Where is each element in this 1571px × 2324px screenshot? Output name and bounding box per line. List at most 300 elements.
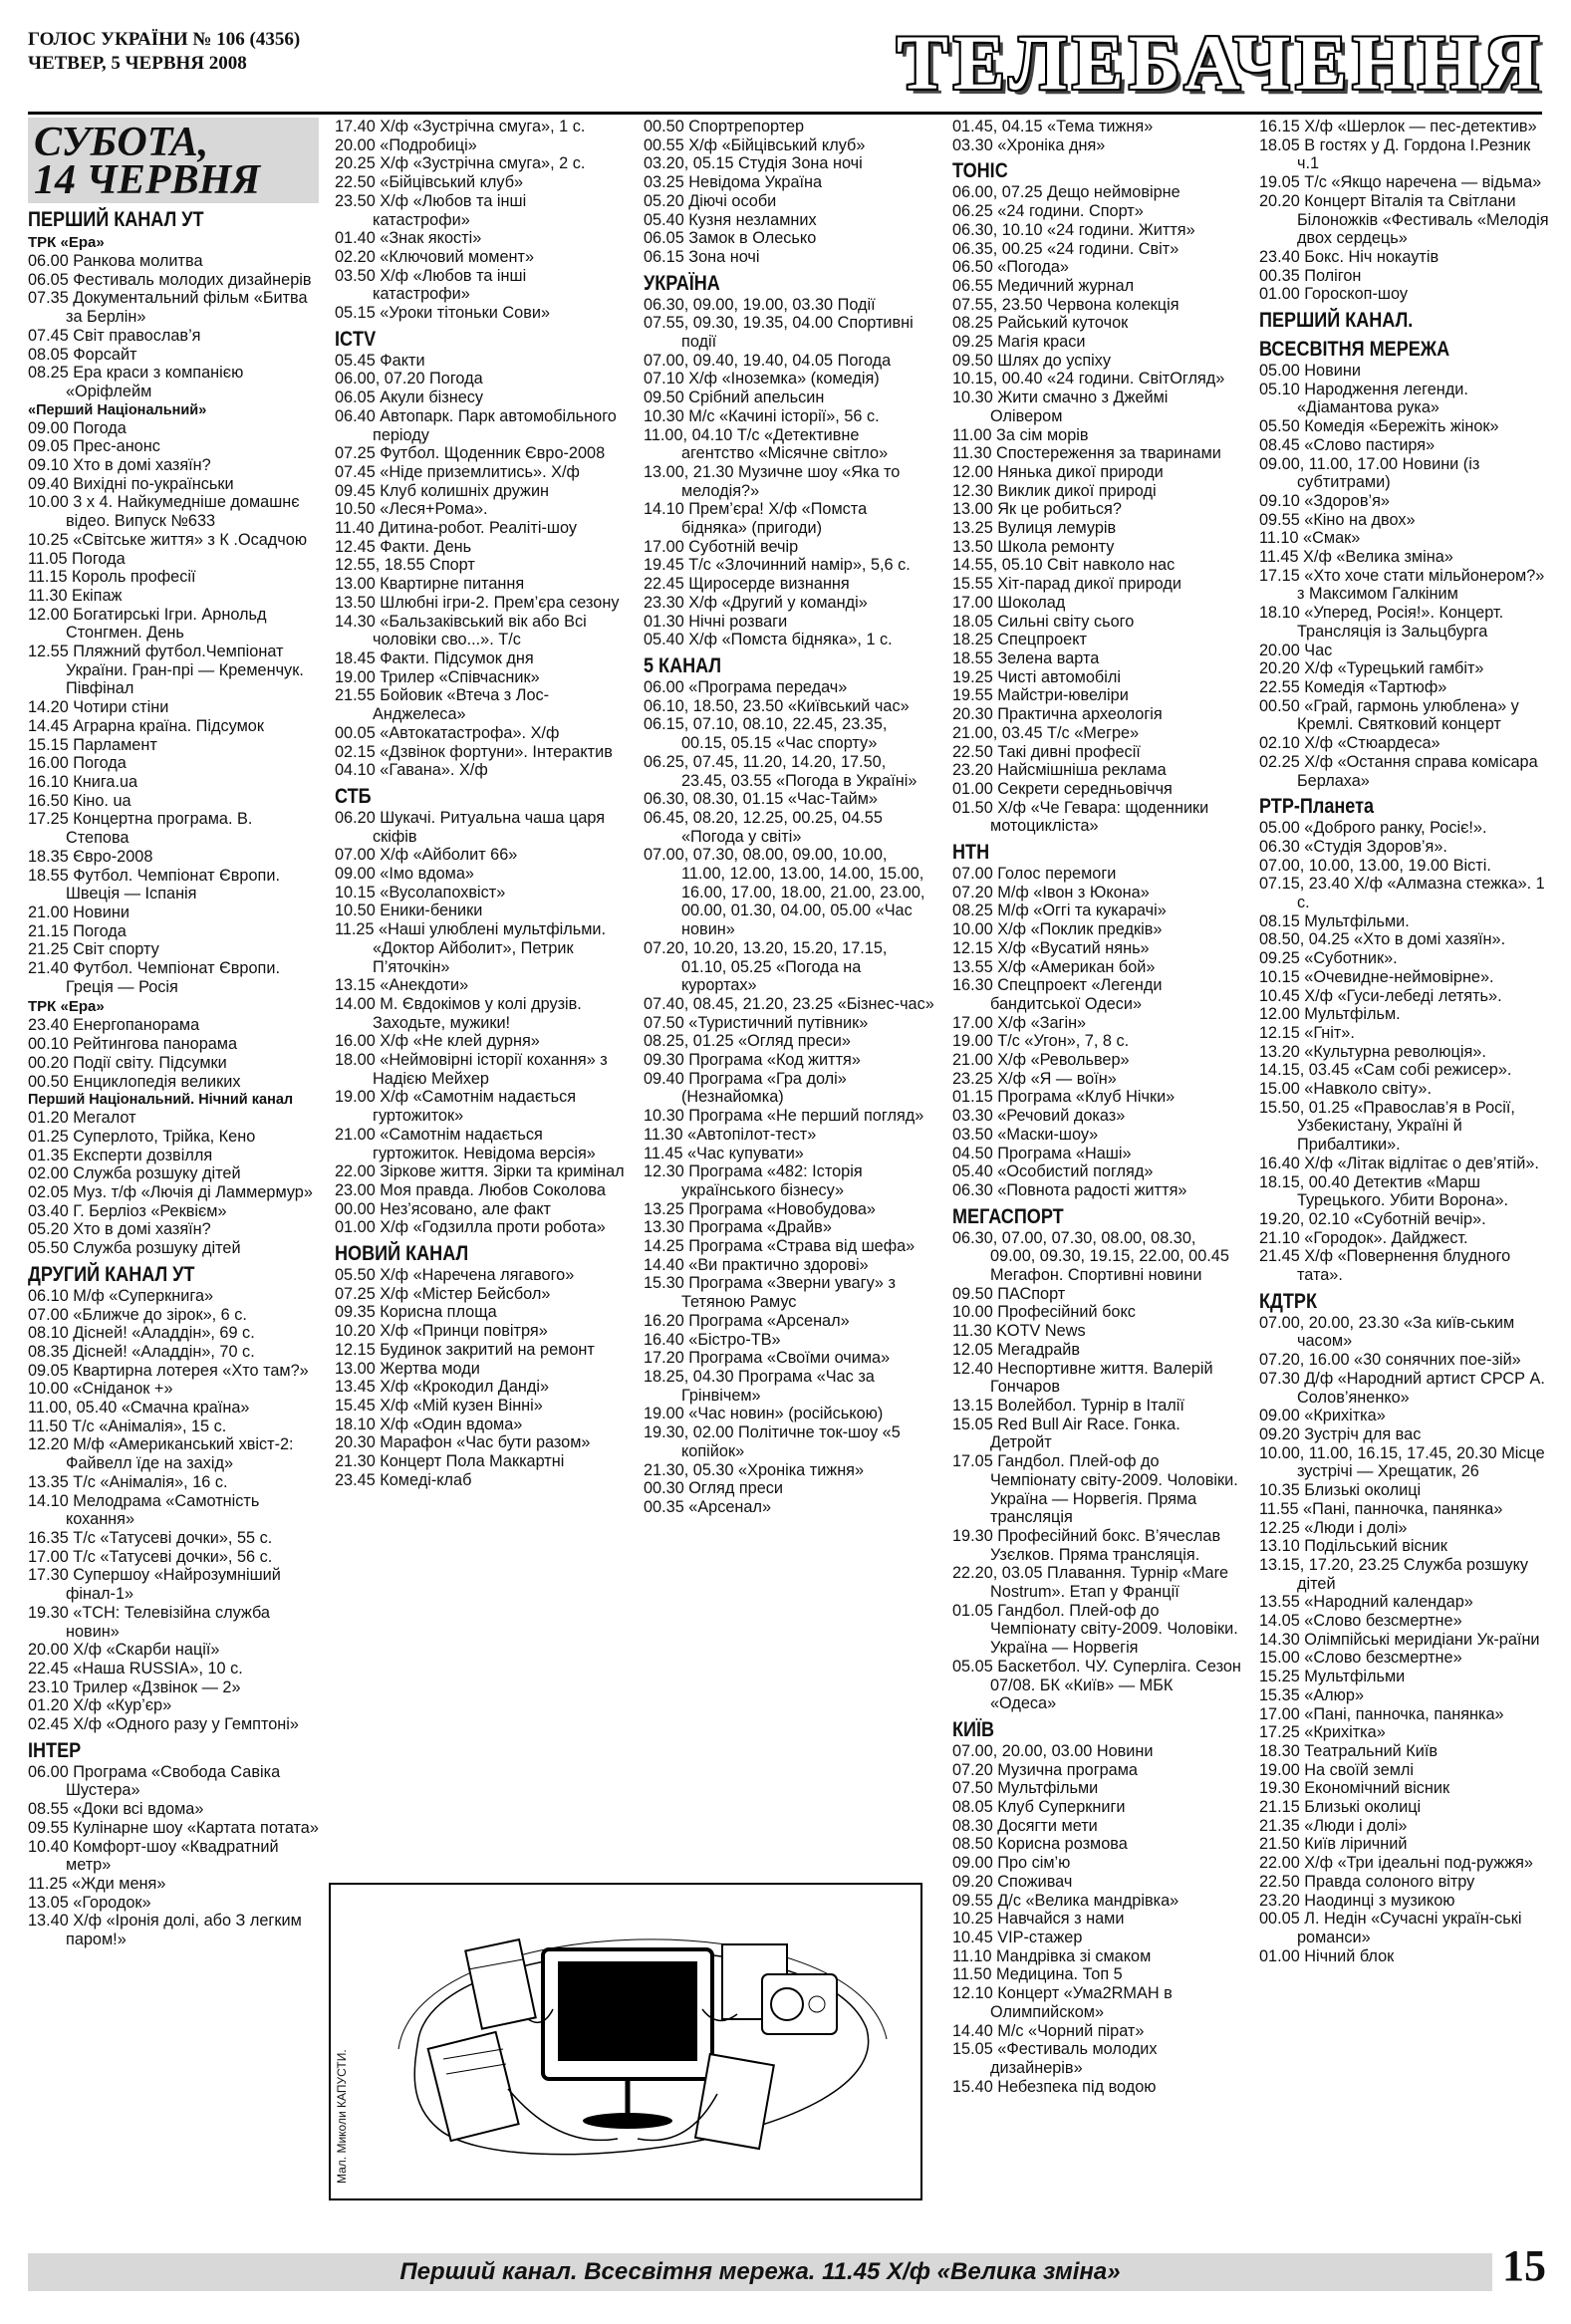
program-entry: 16.00 Х/ф «Не клей дурня» (335, 1032, 540, 1051)
program-entry: 15.35 «Алюр» (1259, 1685, 1365, 1704)
channel-heading: ПЕРШИЙ КАНАЛ УТ (28, 208, 204, 231)
program-entry: 09.40 Програма «Гра долі» (Незнайомка) (644, 1069, 847, 1107)
program-entry: 00.35 Полігон (1259, 266, 1362, 285)
program-entry: 19.00 Т/с «Угон», 7, 8 с. (952, 1032, 1130, 1051)
column-2-list (335, 118, 626, 1490)
program-entry: 08.55 «Доки всі вдома» (28, 1800, 204, 1819)
program-entry: 15.30 Програма «Зверни увагу» з Тетяною Рамус (644, 1274, 896, 1312)
program-entry: 04.10 «Гавана». Х/ф (335, 761, 488, 780)
program-entry: 09.30 Програма «Код життя» (644, 1051, 861, 1070)
program-entry: 07.25 Футбол. Щоденник Євро-2008 (335, 444, 606, 463)
program-entry: 21.30 Концерт Пола Маккартні (335, 1452, 565, 1471)
program-entry: 07.15, 23.40 Х/ф «Алмазна стежка». 1 с. (1259, 875, 1545, 912)
program-entry: 07.35 Документальний фільм «Битва за Берлін» (28, 289, 308, 327)
program-entry: 11.25 «Наші улюблені мультфільми. «Доктор Айболит», Петрик П’яточкін» (335, 920, 607, 976)
program-entry: 19.00 Х/ф «Самотнім надається гуртожиток» (335, 1088, 577, 1126)
program-entry: 22.00 Х/ф «Три ідеальні под-ружжя» (1259, 1854, 1533, 1873)
program-entry: 19.45 Т/с «Злочинний намір», 5,6 с. (644, 556, 911, 575)
program-entry: 20.30 Марафон «Час бути разом» (335, 1433, 591, 1452)
program-entry: 13.55 «Народний календар» (1259, 1593, 1473, 1612)
program-entry: 09.05 Прес-анонс (28, 437, 160, 456)
program-entry: 05.20 Хто в домі хазяїн? (28, 1220, 211, 1239)
program-entry: 00.30 Огляд преси (644, 1479, 784, 1498)
program-entry: 09.40 Вихідні по-українськи (28, 474, 234, 493)
program-entry: 14.15, 03.45 «Сам собі режисер». (1259, 1061, 1512, 1080)
program-entry: 17.00 «Пані, панночка, панянка» (1259, 1704, 1504, 1723)
program-entry: 07.55, 23.50 Червона колекція (952, 295, 1179, 314)
program-entry: 17.00 Суботній вечір (644, 537, 799, 556)
program-entry: 09.10 Хто в домі хазяїн? (28, 456, 211, 475)
network-subheading: Перший Національний. Нічний канал (28, 1092, 294, 1109)
program-entry: 11.15 Король професії (28, 568, 196, 587)
program-entry: 15.45 Х/ф «Мій кузен Вінні» (335, 1397, 543, 1415)
channel-heading: КИЇВ (952, 1717, 995, 1741)
program-entry: 00.35 «Арсенал» (644, 1497, 772, 1516)
program-entry: 10.45 Х/ф «Гуси-лебеді летять». (1259, 986, 1502, 1005)
program-entry: 18.25, 04.30 Програма «Час за Грінвічем» (644, 1368, 875, 1405)
network-subheading: ТРК «Ера» (28, 234, 105, 251)
program-entry: 07.50 Мультфільми (952, 1779, 1099, 1798)
program-entry: 05.10 Народження легенди. «Діамантова рука» (1259, 380, 1468, 417)
program-entry: 03.40 Г. Берліоз «Реквієм» (28, 1201, 227, 1220)
program-entry: 18.10 «Уперед, Росія!». Концерт. Трансляція із Зальцбурга (1259, 604, 1504, 641)
program-entry: 21.15 Близькі околиці (1259, 1798, 1422, 1817)
program-entry: 05.50 Служба розшуку дітей (28, 1239, 241, 1258)
program-entry: 17.05 Гандбол. Плей-оф до Чемпіонату світу-2009. Чоловіки. Україна — Норвегія. Пряма трансляція (952, 1452, 1238, 1527)
program-entry: 11.10 «Смак» (1259, 529, 1361, 548)
program-entry: 16.40 «Бістро-ТВ» (644, 1330, 781, 1349)
program-entry: 06.00 «Програма передач» (644, 677, 848, 696)
column-4-list (952, 118, 1243, 2096)
program-entry: 16.20 Програма «Арсенал» (644, 1311, 850, 1330)
network-subheading: ТРК «Ера» (28, 998, 105, 1016)
program-entry: 00.05 Л. Недін «Сучасні україн-ські романси» (1259, 1910, 1522, 1946)
program-entry: 10.25 «Світське життя» з К .Осадчою (28, 530, 308, 549)
program-entry: 08.25, 01.25 «Огляд преси» (644, 1032, 851, 1051)
program-entry: 18.00 «Неймовірні історії кохання» з Надією Мейхер (335, 1051, 608, 1088)
channel-heading: КДТРК (1259, 1289, 1317, 1313)
program-entry: 08.50 Корисна розмова (952, 1835, 1128, 1854)
program-entry: 10.45 VIP-стажер (952, 1928, 1083, 1946)
program-entry: 13.15, 17.20, 23.25 Служба розшуку дітей (1259, 1555, 1529, 1593)
program-entry: 03.50 «Маски-шоу» (952, 1125, 1099, 1144)
channel-heading: ДРУГИЙ КАНАЛ УТ (28, 1262, 195, 1286)
column-5 (1259, 118, 1550, 1965)
program-entry: 10.15 «Очевидне-неймовірне». (1259, 967, 1494, 986)
program-entry: 09.00 «Імо вдома» (335, 865, 474, 884)
program-entry: 12.55 Пляжний футбол.Чемпіонат України. Гран-прі — Кременчук. Півфінал (28, 643, 304, 698)
program-entry: 08.05 Форсайт (28, 345, 137, 364)
program-entry: 10.20 Х/ф «Принци повітря» (335, 1322, 548, 1341)
program-entry: 15.40 Небезпека під водою (952, 2077, 1157, 2096)
program-entry: 21.45 Х/ф «Повернення блудного тата». (1259, 1247, 1511, 1285)
program-entry: 23.50 Х/ф «Любов та інші катастрофи» (335, 191, 527, 229)
program-entry: 17.00 Шоколад (952, 593, 1066, 612)
program-entry: 11.30 «Автопілот-тест» (644, 1125, 817, 1144)
program-entry: 12.30 Виклик дикої природі (952, 481, 1157, 500)
program-entry: 16.30 Спецпроект «Легенди бандитської Одеси» (952, 976, 1163, 1013)
program-entry: 01.00 Х/ф «Годзилла проти робота» (335, 1218, 606, 1237)
program-entry: 13.25 Програма «Новобудова» (644, 1199, 876, 1218)
program-entry: 17.00 Х/ф «Загін» (952, 1013, 1087, 1032)
program-entry: 11.25 «Жди меня» (28, 1874, 166, 1893)
program-entry: 15.05 Red Bull Air Race. Гонка. Детройт (952, 1415, 1180, 1452)
program-entry: 06.30, 08.30, 01.15 «Час-Тайм» (644, 790, 878, 809)
program-entry: 13.00 Як це робиться? (952, 500, 1122, 519)
program-entry: 05.40 Кузня незламних (644, 210, 817, 229)
program-entry: 08.35 Дісней! «Аладдін», 70 с. (28, 1342, 255, 1361)
program-entry: 06.20 Шукачі. Ритуальна чаша царя скіфів (335, 808, 606, 846)
program-entry: 03.20, 05.15 Студія Зона ночі (644, 154, 863, 173)
issue-line: ГОЛОС УКРАЇНИ № 106 (4356) (28, 29, 301, 50)
program-entry: 08.05 Клуб Суперкниги (952, 1798, 1126, 1817)
program-entry: 16.00 Погода (28, 754, 127, 773)
program-entry: 11.55 «Пані, панночка, панянка» (1259, 1499, 1503, 1518)
program-entry: 03.50 Х/ф «Любов та інші катастрофи» (335, 266, 527, 304)
channel-heading: УКРАЇНА (644, 271, 720, 295)
program-entry: 01.20 Мегалот (28, 1109, 136, 1128)
program-entry: 23.40 Енергопанорама (28, 1016, 200, 1035)
column-4 (952, 118, 1243, 2096)
program-entry: 07.20 М/ф «Івон з Юкона» (952, 883, 1150, 902)
program-entry: 01.40 «Знак якості» (335, 229, 482, 248)
program-entry: 02.45 Х/ф «Одного разу у Гемптоні» (28, 1715, 299, 1734)
program-entry: 14.25 Програма «Страва від шефа» (644, 1237, 916, 1256)
program-entry: 05.00 «Доброго ранку, Росіє!». (1259, 819, 1487, 838)
network-subheading: «Перший Національний» (28, 401, 207, 418)
program-entry: 00.50 Спортрепортер (644, 118, 805, 135)
program-entry: 15.55 Хіт-парад дикої природи (952, 575, 1181, 594)
program-entry: 13.40 Х/ф «Іронія долі, або З легким паром!» (28, 1912, 302, 1949)
footer-promo: Перший канал. Всесвітня мережа. 11.45 Х/ф «Велика зміна» (28, 2253, 1492, 2291)
program-entry: 07.30 Д/ф «Народний артист СРСР А. Солов’яненко» (1259, 1369, 1545, 1407)
program-entry: 10.50 «Леся+Рома». (335, 500, 488, 519)
program-entry: 19.30 «ТСН: Телевізійна служба новин» (28, 1603, 270, 1641)
program-entry: 13.25 Вулиця лемурів (952, 519, 1117, 538)
program-entry: 01.00 Секрети середньовіччя (952, 779, 1173, 798)
channel-heading: МЕГАСПОРТ (952, 1204, 1064, 1228)
program-entry: 07.00, 07.30, 08.00, 09.00, 10.00, 11.00, 12.00, 13.00, 14.00, 15.00, 16.00, 17.00, 18.00, 21.00, 23.00, 00.00, 01.30, 04.00, 05.00 «Час новин» (644, 846, 925, 939)
program-entry: 05.40 Х/ф «Помста бідняка», 1 с. (644, 631, 893, 649)
program-entry: 07.00, 20.00, 23.30 «За київ-ським часом» (1259, 1313, 1515, 1351)
program-entry: 18.55 Футбол. Чемпіонат Європи. Швеція — Іспанія (28, 866, 280, 904)
program-entry: 07.20 Музична програма (952, 1760, 1138, 1779)
program-entry: 13.30 Програма «Драйв» (644, 1218, 832, 1237)
program-entry: 11.10 Мандрівка зі смаком (952, 1946, 1152, 1965)
program-entry: 16.50 Кіно. ua (28, 791, 131, 810)
program-entry: 07.20, 16.00 «30 сонячних пое-зій» (1259, 1351, 1521, 1370)
program-entry: 22.45 «Наша RUSSIA», 10 с. (28, 1659, 243, 1678)
program-entry: 07.00 Х/ф «Айболит 66» (335, 846, 518, 865)
program-entry: 06.25, 07.45, 11.20, 14.20, 17.50, 23.45, 03.55 «Погода в Україні» (644, 752, 917, 790)
program-entry: 19.05 Т/с «Якщо наречена — відьма» (1259, 173, 1542, 192)
program-entry: 07.00, 20.00, 03.00 Новини (952, 1741, 1154, 1760)
illustration-credit: Мал. Миколи КАПУСТИ. (335, 2049, 349, 2184)
program-entry: 07.00 Голос перемоги (952, 865, 1117, 884)
program-entry: 06.05 Акули бізнесу (335, 388, 484, 407)
program-entry: 09.25 Магія краси (952, 333, 1086, 352)
program-entry: 09.50 Шлях до успіху (952, 351, 1112, 370)
program-entry: 01.50 Х/ф «Че Гевара: щоденники мотоцикліста» (952, 798, 1209, 836)
program-entry: 19.25 Чисті автомобілі (952, 667, 1121, 686)
program-entry: 20.00 Х/ф «Скарби нації» (28, 1641, 220, 1660)
program-entry: 10.30 Жити смачно з Джеймі Олівером (952, 388, 1169, 425)
program-entry: 14.10 Прем’єра! Х/ф «Помста бідняка» (пригоди) (644, 500, 868, 538)
program-entry: 12.30 Програма «482: Історія українського бізнесу» (644, 1162, 863, 1199)
program-entry: 10.00 Х/ф «Поклик предків» (952, 920, 1163, 939)
program-entry: 01.15 Програма «Клуб Нічки» (952, 1088, 1176, 1107)
program-entry: 07.20, 10.20, 13.20, 15.20, 17.15, 01.10, 05.25 «Погода на курортах» (644, 938, 888, 995)
program-entry: 02.10 Х/ф «Стюардеса» (1259, 734, 1440, 753)
program-entry: 12.00 Нянька дикої природи (952, 462, 1164, 481)
program-entry: 18.05 В гостях у Д. Гордона І.Резник ч.1 (1259, 135, 1531, 173)
program-entry: 20.20 Концерт Віталія та Світлани Білоножків «Фестиваль «Мелодія двох сердець» (1259, 191, 1549, 248)
program-entry: 01.05 Гандбол. Плей-оф до Чемпіонату світу-2009. Чоловіки. Україна — Норвегія (952, 1601, 1238, 1658)
program-entry: 15.00 «Слово безсмертне» (1259, 1649, 1462, 1668)
program-entry: 01.00 Нічний блок (1259, 1946, 1395, 1965)
program-entry: 06.00, 07.25 Дещо неймовірне (952, 183, 1180, 202)
program-entry: 09.20 Зустріч для вас (1259, 1425, 1422, 1443)
program-entry: 17.40 Х/ф «Зустрічна смуга», 1 с. (335, 118, 586, 135)
program-entry: 06.05 Фестиваль молодих дизайнерів (28, 270, 312, 289)
program-entry: 21.00 Новини (28, 903, 130, 921)
program-entry: 21.50 Київ ліричний (1259, 1835, 1408, 1854)
program-entry: 13.15 Волейбол. Турнір в Італії (952, 1397, 1184, 1415)
program-entry: 01.45, 04.15 «Тема тижня» (952, 118, 1154, 135)
program-entry: 21.55 Бойовик «Втеча з Лос-Анджелеса» (335, 686, 550, 724)
program-entry: 22.00 Зіркове життя. Зірки та кримінал (335, 1162, 625, 1181)
program-entry: 23.30 Х/ф «Другий у команді» (644, 593, 868, 612)
program-entry: 10.00 «Сніданок +» (28, 1380, 173, 1399)
channel-heading: НОВИЙ КАНАЛ (335, 1242, 469, 1266)
program-entry: 17.30 Супершоу «Найрозумніший фінал-1» (28, 1566, 281, 1604)
program-entry: 06.30 «Студія Здоров’я». (1259, 837, 1447, 856)
program-entry: 16.35 Т/с «Татусеві дочки», 55 с. (28, 1529, 273, 1547)
program-entry: 08.10 Дісней! «Аладдін», 69 с. (28, 1324, 255, 1343)
program-entry: 14.40 М/с «Чорний пірат» (952, 2021, 1145, 2040)
program-entry: 19.30, 02.00 Політичне ток-шоу «5 копійок» (644, 1423, 901, 1460)
program-entry: 10.00, 11.00, 16.15, 17.45, 20.30 Місце зустрічі — Хрещатик, 26 (1259, 1443, 1545, 1481)
program-entry: 09.55 Кулінарне шоу «Картата потата» (28, 1818, 319, 1837)
program-entry: 08.45 «Слово пастиря» (1259, 435, 1436, 454)
column-3-list (644, 118, 934, 1517)
program-entry: 23.10 Трилер «Дзвінок — 2» (28, 1678, 241, 1696)
program-entry: 17.15 «Хто хоче стати мільйонером?» з Максимом Галкіним (1259, 566, 1545, 604)
program-entry: 09.50 ПАСпорт (952, 1284, 1066, 1303)
program-entry: 08.30 Досягти мети (952, 1816, 1098, 1835)
program-entry: 05.05 Баскетбол. ЧУ. Суперліга. Сезон 07/08. БК «Київ» — МБК «Одеса» (952, 1657, 1241, 1713)
program-entry: 13.00, 21.30 Музичне шоу «Яка то мелодія?» (644, 462, 901, 500)
program-entry: 13.00 Квартирне питання (335, 575, 525, 594)
program-entry: 10.00 3 х 4. Найкумедніше домашнє відео. Випуск №633 (28, 493, 300, 531)
program-entry: 11.50 Медицина. Топ 5 (952, 1965, 1123, 1984)
program-entry: 02.20 «Ключовий момент» (335, 247, 535, 266)
program-entry: 08.25 М/ф «Оггі та кукарачі» (952, 902, 1167, 920)
program-entry: 13.00 Жертва моди (335, 1359, 480, 1378)
program-entry: 18.10 Х/ф «Один вдома» (335, 1415, 523, 1433)
program-entry: 07.45 Світ православ’я (28, 326, 201, 345)
program-entry: 11.50 Т/с «Анімалія», 15 с. (28, 1417, 227, 1435)
program-entry: 10.00 Професійний бокс (952, 1303, 1136, 1322)
program-entry: 08.25 Райський куточок (952, 314, 1129, 333)
program-entry: 14.40 «Ви практично здорові» (644, 1255, 869, 1274)
program-entry: 00.05 «Автокатастрофа». Х/ф (335, 723, 560, 742)
program-entry: 07.00, 10.00, 13.00, 19.00 Вісті. (1259, 856, 1491, 875)
program-entry: 13.05 «Городок» (28, 1893, 151, 1912)
program-entry: 17.25 Концертна програма. В. Степова (28, 810, 253, 848)
program-entry: 19.30 Професійний бокс. В’ячеслав Узєлков. Пряма трансляція. (952, 1526, 1221, 1564)
program-entry: 03.25 Невідома Україна (644, 173, 823, 192)
program-entry: 11.00, 05.40 «Смачна країна» (28, 1399, 250, 1418)
program-entry: 23.00 Моя правда. Любов Соколова (335, 1180, 606, 1199)
program-entry: 15.25 Мультфільми (1259, 1668, 1406, 1686)
program-entry: 13.55 Х/ф «Американ бой» (952, 957, 1156, 976)
program-entry: 12.15 Будинок закритий на ремонт (335, 1340, 595, 1359)
program-entry: 14.30 Олімпійські меридіани Ук-раїни (1259, 1630, 1540, 1649)
program-entry: 16.15 Х/ф «Шерлок — пес-детектив» (1259, 118, 1537, 135)
program-entry: 09.00 Погода (28, 418, 127, 437)
program-entry: 11.00, 04.10 Т/с «Детективне агентство «Місячне світло» (644, 425, 889, 463)
program-entry: 19.00 На своїй землі (1259, 1760, 1415, 1779)
program-entry: 11.30 Екіпаж (28, 586, 123, 605)
program-entry: 00.50 Енциклопедія великих (28, 1072, 241, 1091)
program-entry: 21.40 Футбол. Чемпіонат Європи. Греція — Росія (28, 959, 280, 996)
program-entry: 00.50 «Грай, гармонь улюблена» у Кремлі. Святковий концерт (1259, 696, 1519, 734)
program-entry: 09.05 Квартирна лотерея «Хто там?» (28, 1361, 309, 1380)
program-entry: 12.15 «Гніт». (1259, 1023, 1355, 1042)
channel-heading: ІНТЕР (28, 1738, 82, 1762)
program-entry: 06.45, 08.20, 12.25, 00.25, 04.55 «Погода у світі» (644, 808, 883, 846)
program-entry: 06.10 М/ф «Суперкнига» (28, 1286, 214, 1305)
program-entry: 12.45 Факти. День (335, 537, 472, 556)
program-entry: 01.30 Нічні розваги (644, 612, 788, 631)
program-entry: 07.45 «Ніде приземлитись». Х/ф (335, 462, 580, 481)
channel-heading: 5 КАНАЛ (644, 653, 722, 677)
program-entry: 12.15 Х/ф «Вусатий нянь» (952, 938, 1150, 957)
program-entry: 22.50 Такі дивні професії (952, 742, 1141, 761)
program-entry: 05.45 Факти (335, 351, 425, 370)
program-entry: 10.25 Навчайся з нами (952, 1910, 1125, 1929)
program-entry: 13.35 Т/с «Анімалія», 16 с. (28, 1472, 228, 1491)
program-entry: 23.20 Наодинці з музикою (1259, 1891, 1455, 1910)
program-entry: 06.05 Замок в Олесько (644, 229, 817, 248)
program-entry: 23.25 Х/ф «Я — воїн» (952, 1069, 1117, 1088)
program-entry: 20.25 Х/ф «Зустрічна смуга», 2 с. (335, 154, 586, 173)
program-entry: 12.25 «Люди і долі» (1259, 1518, 1408, 1537)
channel-heading: ВСЕСВІТНЯ МЕРЕЖА (1259, 338, 1450, 362)
program-entry: 19.20, 02.10 «Суботній вечір». (1259, 1209, 1486, 1228)
program-entry: 09.00, 11.00, 17.00 Новини (із субтитрами) (1259, 454, 1480, 492)
program-entry: 22.55 Комедія «Тартюф» (1259, 677, 1447, 696)
program-entry: 18.25 Спецпроект (952, 631, 1087, 649)
channel-heading: СТБ (335, 784, 372, 808)
program-entry: 21.00 «Самотнім надається гуртожиток. Невідома версія» (335, 1125, 596, 1162)
program-entry: 14.05 «Слово безсмертне» (1259, 1612, 1462, 1631)
program-entry: 20.30 Практична археологія (952, 705, 1163, 724)
program-entry: 06.25 «24 години. Спорт» (952, 202, 1144, 221)
program-entry: 15.15 Парламент (28, 735, 157, 754)
program-entry: 02.15 «Дзвінок фортуни». Інтерактив (335, 742, 613, 761)
program-entry: 15.00 «Навколо світу». (1259, 1080, 1432, 1099)
program-entry: 23.45 Комеді-клаб (335, 1470, 472, 1489)
program-entry: 13.50 Шлюбні ігри-2. Прем’єра сезону (335, 593, 620, 612)
channel-heading: РТР-Планета (1259, 795, 1375, 819)
program-entry: 09.00 «Крихітка» (1259, 1407, 1386, 1425)
program-entry: 06.30, 09.00, 19.00, 03.30 Події (644, 295, 876, 314)
program-entry: 06.30 «Повнота радості життя» (952, 1180, 1187, 1199)
program-entry: 23.20 Найсмішніша реклама (952, 761, 1167, 780)
masthead-info (28, 28, 300, 76)
program-entry: 22.50 Правда солоного вітру (1259, 1872, 1475, 1891)
program-entry: 14.55, 05.10 Світ навколо нас (952, 556, 1176, 575)
program-entry: 20.20 Х/ф «Турецький гамбіт» (1259, 659, 1484, 678)
program-entry: 11.45 Х/ф «Велика зміна» (1259, 548, 1453, 567)
column-2 (335, 118, 626, 1490)
program-entry: 12.00 Мультфільм. (1259, 1005, 1401, 1024)
program-entry: 06.30, 07.00, 07.30, 08.00, 08.30, 09.00, 09.30, 19.15, 22.00, 00.45 Мегафон. Спортивні новини (952, 1228, 1229, 1285)
program-entry: 01.20 Х/ф «Кур’єр» (28, 1696, 172, 1715)
program-entry: 05.20 Діючі особи (644, 191, 777, 210)
program-entry: 06.00 Ранкова молитва (28, 252, 203, 270)
program-entry: 00.10 Рейтингова панорама (28, 1035, 238, 1054)
program-entry: 06.30, 10.10 «24 години. Життя» (952, 220, 1195, 239)
program-entry: 19.55 Майстри-ювеліри (952, 686, 1129, 705)
program-entry: 14.45 Аграрна країна. Підсумок (28, 716, 264, 735)
program-entry: 11.30 KOTV News (952, 1322, 1086, 1341)
program-entry: 07.40, 08.45, 21.20, 23.25 «Бізнес-час» (644, 994, 934, 1013)
program-entry: 19.00 «Час новин» (російською) (644, 1405, 884, 1423)
program-entry: 20.00 «Подробиці» (335, 135, 477, 154)
program-entry: 12.40 Неспортивне життя. Валерій Гончаров (952, 1359, 1213, 1397)
program-entry: 21.10 «Городок». Дайджест. (1259, 1228, 1468, 1247)
program-entry: 18.35 Євро-2008 (28, 847, 153, 866)
program-entry: 18.15, 00.40 Детектив «Марш Турецького. Убити Ворона». (1259, 1172, 1509, 1210)
program-entry: 09.55 Д/с «Велика мандрівка» (952, 1891, 1179, 1910)
program-entry: 07.00 «Ближче до зірок», 6 с. (28, 1305, 247, 1324)
program-entry: 06.10, 18.50, 23.50 «Київський час» (644, 696, 910, 715)
program-entry: 13.20 «Культурна революція». (1259, 1042, 1486, 1061)
program-entry: 08.50, 04.25 «Хто в домі хазяїн». (1259, 930, 1506, 949)
program-entry: 00.20 Події світу. Підсумки (28, 1053, 227, 1072)
program-entry: 11.00 За сім морів (952, 425, 1089, 444)
program-entry: 10.35 Близькі околиці (1259, 1481, 1422, 1500)
header-rule (28, 112, 1542, 115)
program-entry: 13.10 Подільський вісник (1259, 1537, 1447, 1556)
column-5-list (1259, 118, 1550, 1965)
program-entry: 00.55 Х/ф «Бійцівський клуб» (644, 135, 866, 154)
program-entry: 07.00, 09.40, 19.40, 04.05 Погода (644, 351, 892, 370)
date-line: ЧЕТВЕР, 5 ЧЕРВНЯ 2008 (28, 53, 247, 74)
program-entry: 09.50 Срібний апельсин (644, 388, 825, 407)
program-entry: 07.55, 09.30, 19.35, 04.00 Спортивні події (644, 314, 914, 352)
program-entry: 01.35 Експерти дозвілля (28, 1146, 213, 1164)
program-entry: 21.15 Погода (28, 921, 127, 940)
program-entry: 02.25 Х/ф «Остання справа комісара Берлаха» (1259, 752, 1538, 790)
channel-heading: ICTV (335, 327, 377, 351)
program-entry: 09.35 Корисна площа (335, 1303, 497, 1322)
program-entry: 17.00 Т/с «Татусеві дочки», 56 с. (28, 1547, 273, 1566)
program-entry: 21.30, 05.30 «Хроніка тижня» (644, 1460, 865, 1479)
program-entry: 09.55 «Кіно на двох» (1259, 510, 1416, 529)
channel-heading: ТОНІС (952, 159, 1008, 183)
program-entry: 07.50 «Туристичний путівник» (644, 1013, 869, 1032)
program-entry: 11.40 Дитина-робот. Реаліті-шоу (335, 519, 577, 538)
program-entry: 12.55, 18.55 Спорт (335, 556, 475, 575)
program-entry: 05.50 Х/ф «Наречена лягавого» (335, 1266, 575, 1285)
day-heading (28, 118, 319, 203)
program-entry: 10.15 «Вусолапохвіст» (335, 883, 506, 902)
program-entry: 05.50 Комедія «Бережіть жінок» (1259, 417, 1499, 436)
